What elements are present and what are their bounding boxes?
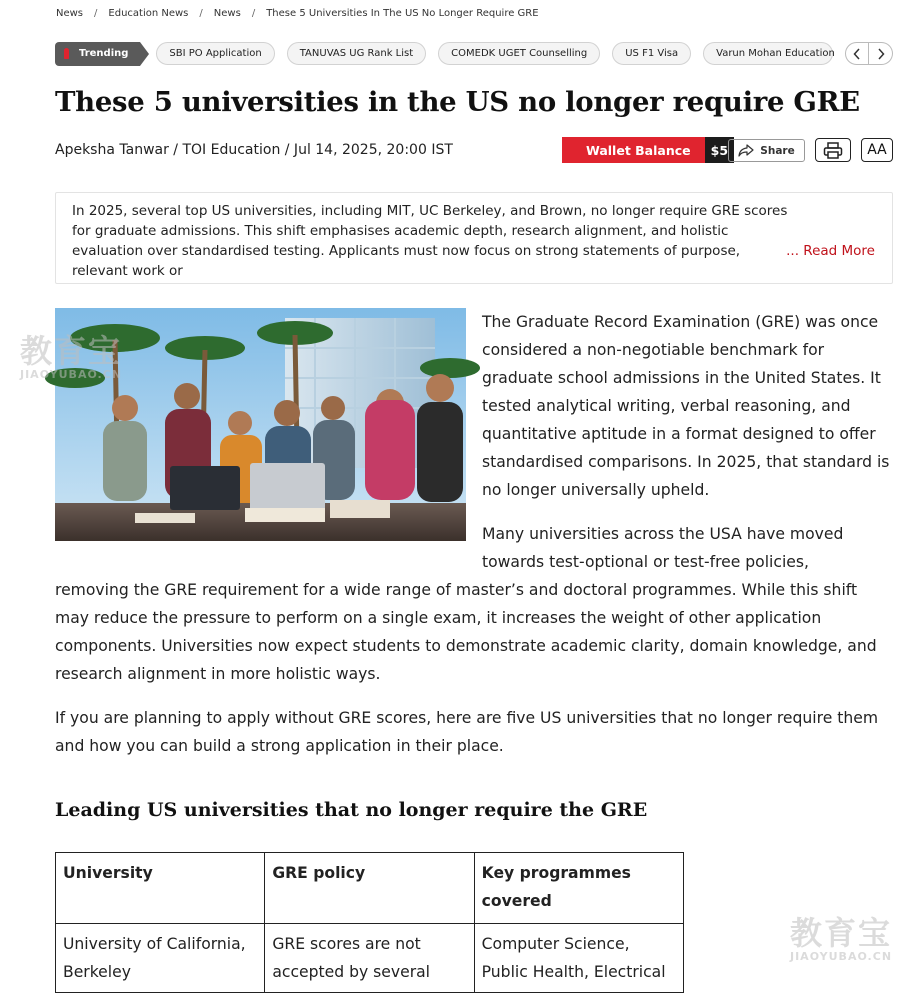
breadcrumb <box>56 8 539 19</box>
font-size-button[interactable]: AA <box>861 138 893 162</box>
page-title: These 5 universities in the US no longer require GRE <box>55 86 860 118</box>
table-cell: GRE scores are not accepted by several <box>265 924 474 993</box>
flame-icon <box>64 48 69 59</box>
byline: Apeksha Tanwar / TOI Education / Jul 14, 2025, 20:00 IST <box>55 142 453 158</box>
table-header: Key programmes covered <box>474 853 683 924</box>
breadcrumb-separator: / <box>199 8 203 19</box>
universities-table <box>55 852 684 993</box>
breadcrumb-separator: / <box>94 8 98 19</box>
trending-chip[interactable]: COMEDK UGET Counselling <box>438 42 600 65</box>
wallet-balance-button[interactable] <box>562 137 734 163</box>
share-button[interactable] <box>728 139 805 162</box>
print-button[interactable] <box>815 138 851 162</box>
share-label: Share <box>760 144 795 157</box>
table-header: GRE policy <box>265 853 474 924</box>
article-paragraph: If you are planning to apply without GRE scores, here are five US universities that no longer require them and how you can build a strong application in their place. <box>55 709 879 755</box>
trending-nav <box>845 42 893 65</box>
table-cell: University of California, Berkeley <box>56 924 265 993</box>
table-cell: Computer Science, Public Health, Electrical <box>474 924 683 993</box>
watermark: 教育宝 JIAOYUBAO.CN <box>20 332 123 381</box>
trending-chips <box>156 42 836 65</box>
read-more-link[interactable]: ... Read More <box>782 241 875 261</box>
trending-label <box>55 42 140 66</box>
breadcrumb-education-news[interactable]: Education News <box>108 8 189 19</box>
breadcrumb-news-2[interactable]: News <box>213 8 241 19</box>
section-heading: Leading US universities that no longer require the GRE <box>55 799 648 821</box>
chevron-right-icon[interactable] <box>869 42 893 65</box>
table-header-row <box>56 853 684 924</box>
breadcrumb-separator: / <box>251 8 256 19</box>
article-paragraph: Many universities across the USA have moved towards test-optional or test-free policies, <box>482 525 844 571</box>
trending-label-text: Trending <box>79 48 129 59</box>
trending-chip[interactable]: TANUVAS UG Rank List <box>287 42 426 65</box>
trending-chip[interactable]: SBI PO Application <box>156 42 274 65</box>
table-header: University <box>56 853 265 924</box>
table-row <box>56 924 684 993</box>
trending-bar <box>55 41 895 66</box>
printer-icon <box>823 142 843 159</box>
trending-chip[interactable]: US F1 Visa <box>612 42 691 65</box>
wallet-label: Wallet Balance <box>562 137 705 163</box>
article-paragraph: removing the GRE requirement for a wide range of master’s and doctoral programmes. While this shift may reduce the pressure to perform on a single exam, it increases the weight of other application components. Universities now expect students to demonstrate academic clarity, domain knowledge, and research alignment in more holistic ways. <box>55 581 877 683</box>
article-paragraph: The Graduate Record Examination (GRE) was once considered a non-negotiable benchmark for graduate school admissions in the United States. It tested analytical writing, verbal reasoning, and quantitative aptitude in a format designed to offer standardised comparisons. In 2025, that standard is no longer universally upheld. <box>482 313 890 499</box>
trending-chip[interactable]: Varun Mohan Education <box>703 42 833 65</box>
watermark: 教育宝 JIAOYUBAO.CN <box>790 914 893 963</box>
summary-text: In 2025, several top US universities, including MIT, UC Berkeley, and Brown, no longer require GRE scores for graduate admissions. This shift emphasises academic depth, research alignment, and holistic evaluation over standardised testing. Applicants must now focus on strong statements of purpose, relevant work or <box>72 203 788 279</box>
breadcrumb-news[interactable]: News <box>56 8 84 19</box>
breadcrumb-current: These 5 Universities In The US No Longer Require GRE <box>266 8 539 19</box>
chevron-left-icon[interactable] <box>845 42 869 65</box>
article-summary <box>55 192 893 284</box>
share-icon <box>738 144 754 157</box>
wallet-amount: $5 <box>705 137 734 163</box>
